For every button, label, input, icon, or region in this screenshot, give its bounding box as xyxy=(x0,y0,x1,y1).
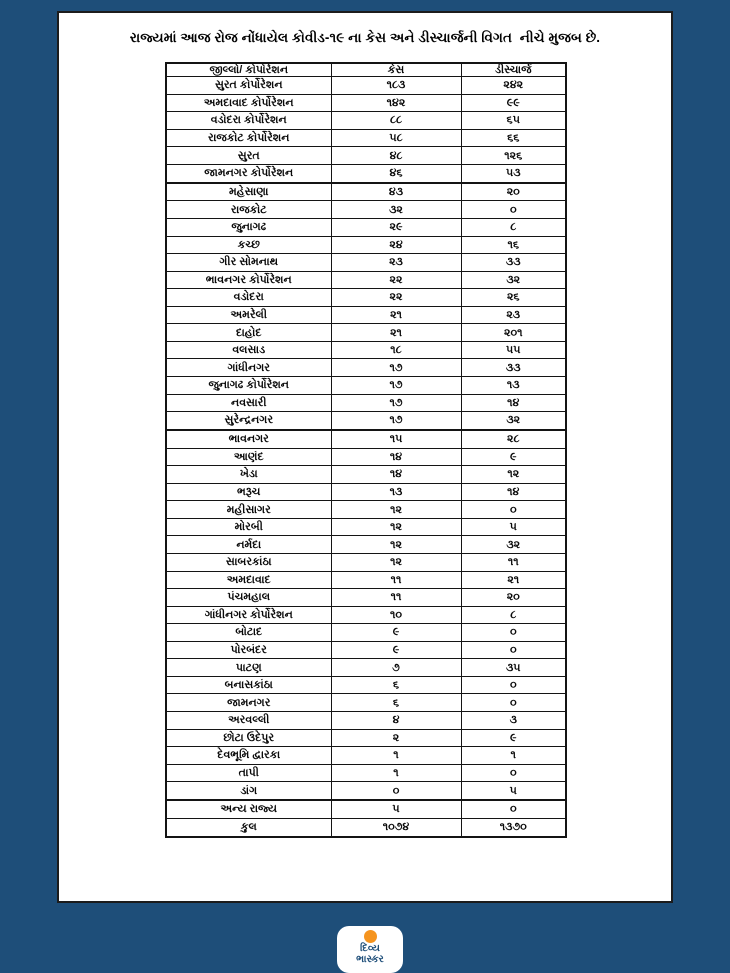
discharge-cell: ૮ xyxy=(461,606,566,624)
district-cell: ગાંધીનગર કોર્પોરેશન xyxy=(166,606,331,624)
table-row xyxy=(166,306,566,324)
district-cell: જામનગર xyxy=(166,694,331,712)
cases-cell: ૧૪૨ xyxy=(331,94,461,112)
cases-cell: ૨૯ xyxy=(331,218,461,236)
cases-cell: ૧૨ xyxy=(331,553,461,571)
table-row xyxy=(166,624,566,642)
table-header-row xyxy=(166,63,566,77)
table-row xyxy=(166,571,566,589)
discharge-cell: ૯ xyxy=(461,729,566,747)
table-row xyxy=(166,606,566,624)
district-cell: અમદાવાદ xyxy=(166,571,331,589)
discharge-cell: ૩ xyxy=(461,712,566,730)
cases-cell: ૧૮ xyxy=(331,341,461,359)
table-body xyxy=(166,77,566,837)
discharge-cell: ૩૫ xyxy=(461,659,566,677)
cases-cell: ૧૩ xyxy=(331,483,461,501)
district-cell: આણંદ xyxy=(166,448,331,466)
cases-cell: ૨૪ xyxy=(331,236,461,254)
district-cell: બનાસકાંઠા xyxy=(166,676,331,694)
district-cell: ખેડા xyxy=(166,466,331,484)
table-row xyxy=(166,818,566,837)
cases-cell: ૧૨ xyxy=(331,536,461,554)
discharge-cell: ૯૯ xyxy=(461,94,566,112)
table-row xyxy=(166,164,566,182)
cases-cell: ૨૩ xyxy=(331,254,461,272)
discharge-cell: ૨૪૨ xyxy=(461,77,566,95)
district-cell: રાજકોટ xyxy=(166,201,331,219)
district-cell: અમરેલી xyxy=(166,306,331,324)
discharge-cell: ૧૧ xyxy=(461,553,566,571)
table-row xyxy=(166,712,566,730)
discharge-cell: ૧ xyxy=(461,747,566,765)
district-cell: વડોદરા xyxy=(166,289,331,307)
cases-cell: ૧૨ xyxy=(331,518,461,536)
district-cell: બોટાદ xyxy=(166,624,331,642)
discharge-cell: ૧૩ xyxy=(461,377,566,395)
table-row xyxy=(166,324,566,342)
discharge-cell: ૩૩ xyxy=(461,254,566,272)
discharge-cell: ૦ xyxy=(461,694,566,712)
cases-cell: ૧૭ xyxy=(331,359,461,377)
cases-cell: ૪૮ xyxy=(331,147,461,165)
column-header-district: જીલ્લો/ કોર્પોરેશન xyxy=(166,63,331,77)
cases-cell: ૧૧ xyxy=(331,571,461,589)
discharge-cell: ૨૬ xyxy=(461,289,566,307)
table-row xyxy=(166,729,566,747)
table-row xyxy=(166,430,566,448)
cases-cell: ૪૬ xyxy=(331,164,461,182)
table-row xyxy=(166,782,566,800)
district-cell: નવસારી xyxy=(166,394,331,412)
district-cell: વલસાડ xyxy=(166,341,331,359)
table-row xyxy=(166,341,566,359)
table-row xyxy=(166,129,566,147)
cases-cell: ૦ xyxy=(331,782,461,800)
cases-cell: ૧૪ xyxy=(331,466,461,484)
sun-icon xyxy=(364,930,377,943)
discharge-cell: ૫ xyxy=(461,782,566,800)
table-row xyxy=(166,589,566,607)
district-cell: ભરૂચ xyxy=(166,483,331,501)
discharge-cell: ૦ xyxy=(461,676,566,694)
table-row xyxy=(166,377,566,395)
cases-cell: ૧૫ xyxy=(331,430,461,448)
discharge-cell: ૧૬ xyxy=(461,236,566,254)
district-cell: તાપી xyxy=(166,764,331,782)
cases-cell: ૧૧ xyxy=(331,589,461,607)
discharge-cell: ૮ xyxy=(461,218,566,236)
district-cell: ભાવનગર xyxy=(166,430,331,448)
cases-cell: ૧૦ xyxy=(331,606,461,624)
document-paper xyxy=(57,11,673,903)
discharge-cell: ૩૩ xyxy=(461,359,566,377)
column-header-cases: કેસ xyxy=(331,63,461,77)
table-row xyxy=(166,501,566,519)
cases-cell: ૧ xyxy=(331,764,461,782)
discharge-cell: ૩૨ xyxy=(461,536,566,554)
column-header-discharge: ડીસ્ચાર્જ xyxy=(461,63,566,77)
district-cell: જુનાગઢ xyxy=(166,218,331,236)
discharge-cell: ૦ xyxy=(461,800,566,818)
table-row xyxy=(166,412,566,430)
table-row xyxy=(166,112,566,130)
divya-bhaskar-logo xyxy=(337,926,403,973)
district-cell: કચ્છ xyxy=(166,236,331,254)
district-cell: ભાવનગર કોર્પોરેશન xyxy=(166,271,331,289)
discharge-cell: ૨૩ xyxy=(461,306,566,324)
cases-cell: ૧૪ xyxy=(331,448,461,466)
table-row xyxy=(166,289,566,307)
cases-cell: ૯ xyxy=(331,624,461,642)
table-row xyxy=(166,536,566,554)
table-row xyxy=(166,77,566,95)
cases-cell: ૩૨ xyxy=(331,201,461,219)
table-row xyxy=(166,236,566,254)
cases-cell: ૧૨ xyxy=(331,501,461,519)
district-cell: મહીસાગર xyxy=(166,501,331,519)
discharge-cell: ૬૬ xyxy=(461,129,566,147)
cases-cell: ૭ xyxy=(331,659,461,677)
cases-cell: ૨૧ xyxy=(331,306,461,324)
district-cell: પંચમહાલ xyxy=(166,589,331,607)
district-cell: નર્મદા xyxy=(166,536,331,554)
discharge-cell: ૦ xyxy=(461,641,566,659)
discharge-cell: ૨૦ xyxy=(461,589,566,607)
district-cell: સુરત કોર્પોરેશન xyxy=(166,77,331,95)
discharge-cell: ૧૪ xyxy=(461,394,566,412)
table-row xyxy=(166,694,566,712)
table-row xyxy=(166,94,566,112)
discharge-cell: ૧૨૬ xyxy=(461,147,566,165)
table-row xyxy=(166,271,566,289)
cases-cell: ૧ xyxy=(331,747,461,765)
cases-cell: ૫ xyxy=(331,800,461,818)
district-cell: અન્ય રાજ્ય xyxy=(166,800,331,818)
discharge-cell: ૦ xyxy=(461,501,566,519)
table-row xyxy=(166,394,566,412)
district-cell: સાબરકાંઠા xyxy=(166,553,331,571)
cases-cell: ૫૮ xyxy=(331,129,461,147)
table-row xyxy=(166,147,566,165)
district-cell: અરવલ્લી xyxy=(166,712,331,730)
district-cell: સુરેન્દ્રનગર xyxy=(166,412,331,430)
cases-cell: ૧૮૩ xyxy=(331,77,461,95)
cases-cell: ૧૭ xyxy=(331,412,461,430)
discharge-cell: ૩૨ xyxy=(461,412,566,430)
cases-cell: ૬ xyxy=(331,694,461,712)
table-row xyxy=(166,359,566,377)
discharge-cell: ૯ xyxy=(461,448,566,466)
table-row xyxy=(166,183,566,201)
table-row xyxy=(166,254,566,272)
table-row xyxy=(166,218,566,236)
cases-cell: ૪૩ xyxy=(331,183,461,201)
discharge-cell: ૦ xyxy=(461,201,566,219)
document-title: રાજ્યમાં આજ રોજ નોંધાયેલ કોવીડ-૧૯ ના કેસ અને ડીસ્ચાર્જની વિગત નીચે મુજબ છે. xyxy=(129,30,601,45)
discharge-cell: ૧૩૭૦ xyxy=(461,818,566,837)
table-row xyxy=(166,201,566,219)
table-row xyxy=(166,764,566,782)
district-cell: અમદાવાદ કોર્પોરેશન xyxy=(166,94,331,112)
table-row xyxy=(166,466,566,484)
table-row xyxy=(166,747,566,765)
discharge-cell: ૨૮ xyxy=(461,430,566,448)
district-cell: પાટણ xyxy=(166,659,331,677)
cases-cell: ૬ xyxy=(331,676,461,694)
table-row xyxy=(166,800,566,818)
district-cell: જુનાગઢ કોર્પોરેશન xyxy=(166,377,331,395)
table-row xyxy=(166,659,566,677)
logo-brand-line2: ભાસ્કર xyxy=(356,953,384,965)
discharge-cell: ૫૩ xyxy=(461,164,566,182)
discharge-cell: ૨૧ xyxy=(461,571,566,589)
district-cell: વડોદરા કોર્પોરેશન xyxy=(166,112,331,130)
district-cell: દેવભૂમિ દ્વારકા xyxy=(166,747,331,765)
district-cell: દાહોદ xyxy=(166,324,331,342)
discharge-cell: ૨૦૧ xyxy=(461,324,566,342)
discharge-cell: ૨૦ xyxy=(461,183,566,201)
cases-cell: ૯ xyxy=(331,641,461,659)
district-cell: સુરત xyxy=(166,147,331,165)
district-cell: ગાંધીનગર xyxy=(166,359,331,377)
cases-cell: ૨૨ xyxy=(331,271,461,289)
cases-cell: ૨ xyxy=(331,729,461,747)
district-cell: ડાંગ xyxy=(166,782,331,800)
table-row xyxy=(166,518,566,536)
discharge-cell: ૧૨ xyxy=(461,466,566,484)
covid-cases-table xyxy=(165,62,567,838)
cases-cell: ૧૦૭૪ xyxy=(331,818,461,837)
discharge-cell: ૧૪ xyxy=(461,483,566,501)
discharge-cell: ૬૫ xyxy=(461,112,566,130)
table-row xyxy=(166,483,566,501)
discharge-cell: ૦ xyxy=(461,624,566,642)
cases-cell: ૨૨ xyxy=(331,289,461,307)
discharge-cell: ૩૨ xyxy=(461,271,566,289)
discharge-cell: ૫૫ xyxy=(461,341,566,359)
district-cell: કુલ xyxy=(166,818,331,837)
cases-cell: ૧૭ xyxy=(331,394,461,412)
table-row xyxy=(166,676,566,694)
district-cell: મોરબી xyxy=(166,518,331,536)
table-row xyxy=(166,641,566,659)
cases-cell: ૨૧ xyxy=(331,324,461,342)
table-row xyxy=(166,553,566,571)
district-cell: મહેસાણા xyxy=(166,183,331,201)
cases-cell: ૧૭ xyxy=(331,377,461,395)
district-cell: પોરબંદર xyxy=(166,641,331,659)
discharge-cell: ૦ xyxy=(461,764,566,782)
cases-cell: ૪ xyxy=(331,712,461,730)
logo-brand-text xyxy=(356,944,384,965)
district-cell: ગીર સોમનાથ xyxy=(166,254,331,272)
logo-brand-line1: દિવ્ય xyxy=(360,943,380,954)
table-row xyxy=(166,448,566,466)
district-cell: જામનગર કોર્પોરેશન xyxy=(166,164,331,182)
cases-cell: ૮૮ xyxy=(331,112,461,130)
district-cell: રાજકોટ કોર્પોરેશન xyxy=(166,129,331,147)
district-cell: છોટા ઉદેપુર xyxy=(166,729,331,747)
discharge-cell: ૫ xyxy=(461,518,566,536)
